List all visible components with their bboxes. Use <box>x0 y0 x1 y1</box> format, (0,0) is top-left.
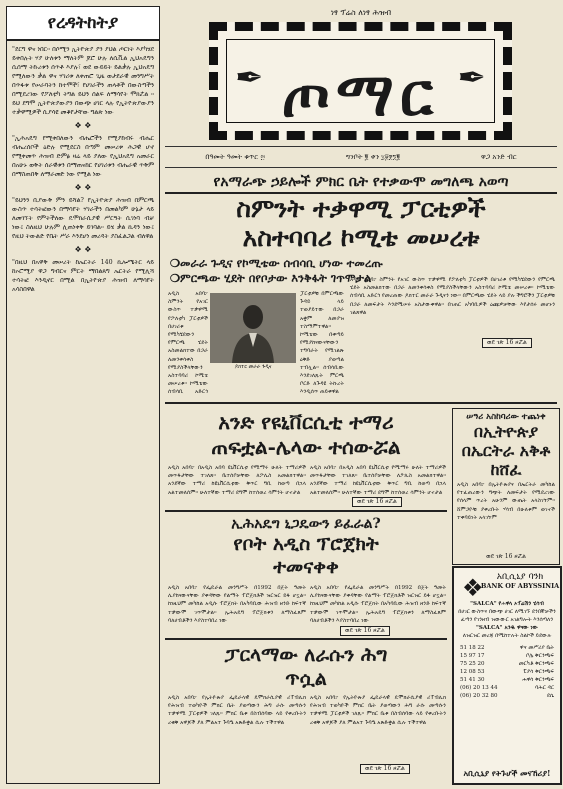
separator: ❖ ❖ <box>74 121 92 130</box>
ad-footer-slogan: አቢሲኒያ የትጉሆች መናኸሪያ! <box>463 768 551 778</box>
branch-name: ቦሌ ቅርንጫፍ <box>526 653 554 659</box>
lead-body-right: አዲስ አበባ፦ ስምንት የአገር ውስጥ ተቃዋሚ የፖለቲካ ፓርቲዎች በሀገሪቱ የሚካሄደውን የምርጫ ሂደት አስመልክተው በጋራ ለመንቀሳቀስ የሚያስችላቸውን አስተባባሪ ኮሚቴ መሠረቱ። ኮሚቴው ሰብሳቢ አድርጎ የመረጠው ዶክተር መራራ ጉዲናን ነው። በምርጫው ሂደት ላይ ያሉ ችግሮችን ፓርቲዎቹ በጋራ ለመፍታት እንደሚሠሩ አስታውቀዋል። በገጠር አካባቢዎች ዕጩዎቻቸው እየታሰሩ መሆኑን ገልጸዋል <box>350 277 555 316</box>
right-story-headline-line-1: በኢትዮጵያ <box>473 422 539 441</box>
right-story-box <box>452 408 560 565</box>
left-paragraph-1: "ደርግ ዋና ነበር። በሶሚን ኢትዮጵያ ያን ያህል ጦርነት እያካሄደ ይቀበሉት ሃያ ሁለቱን ማለትም ጆሮ ሁሉ ለሲቪል ኢህአዴግን ሲሰማ ትኩረቱን ሰጥቶ እያሉ፣ ወደ ውይይት ይልቃሉ ኢህአዴግ የሚለውን ቃል ዋና ሃገሪቱ ለቀጠሮ ጊዜ ወታደራዊ መንግሥት በጥፋቱ የሠራባትን ከተሞች፣ የሀገራችን ጠላቶች በውስጣችን በሚደረገው የፖለቲካ ትግል ይህን ሰልፍ ለማሳየት ሞክሯል ። ይህ ደግሞ ኢትዮጵያውያን በውጭ ሀገር ላሉ የኢትዮጵያውያን ተቃዋሚዎች ሲያሳዩ መቆየታቸው ግልጽ ነው <box>12 46 154 116</box>
phone-number: (06) 20 32 80 <box>460 693 498 699</box>
continued-label: ወደ ገጽ 16 ዞሯል <box>340 626 390 636</box>
branch-name: ዋና መሥሪያ ቤት <box>519 645 554 651</box>
left-column <box>6 6 160 784</box>
project-body-cont: አዲስ አበባ፦ የፌዴራል መንግሥት በ1992 በጀት ዓመት ሊያከናውናቸው ያቀዳቸው የልማት ፕሮጀክቶች ዝርዝር ይፋ ሆኗል። ከነዚህም መካከል አዲሱ ፕሮጀክት በአካባቢው ሕዝብ ዘንድ ከፍተኛ ተቃውሞ ገጥሞታል። ኢሕአዴግ ፕሮጀክቱን ለማስፈጸም ባለሀብቶችን እያስተባበረ ነው <box>310 585 446 622</box>
phone-row <box>454 668 560 676</box>
continued-label: ወደ ገጽ 16 ዞሯል <box>352 497 402 507</box>
phone-number: 51 41 30 <box>460 677 485 683</box>
masthead-slogan: ነፃ ፕሬስ ለነፃ ሕዝብ <box>330 8 392 17</box>
left-column-heading: የረዳትከትያ <box>7 7 159 41</box>
project-body: አዲስ አበባ፦ የፌዴራል መንግሥት በ1992 በጀት ዓመት ሊያከናውናቸው ያቀዳቸው የልማት ፕሮጀክቶች ዝርዝር ይፋ ሆኗል። ከነዚህም መካከል አዲሱ ፕሮጀክት በአካባቢው ሕዝብ ዘንድ ከፍተኛ ተቃውሞ ገጥሞታል። ኢሕአዴግ ፕሮጀክቱን ለማስፈጸም ባለሀብቶችን እያስተባበረ ነው <box>168 585 306 624</box>
university-body-cont: አዲስ አበባ፦ በአዲስ አበባ ዩኒቨርሲቲ የሚማሩ ሁለት ተማሪዎች መጥፋታቸው ተገለጸ። ቤተሰቦቻቸው ለፖሊስ አመልክተዋል። አንደኛው ተማሪ ከዩኒቨርሲቲው ቅጥር ግቢ ከወጣ በኋላ አልተመለሰም። ሁለተኛው ተማሪ ደግሞ ከተሰወረ ሳምንት ሆኖታል <box>310 465 446 494</box>
left-paragraph-2: "ኢሕአዴግ የሚቀበለውን ብሔሮችን የሚያከብሩ ብሔር ብሔረሰቦች ዕድሉ የሚደርስ በጣም መሠረቱ ሕጋዊ ሆኖ የሚቀመጥ ሕዝብ ድምፅ ዛሬ ላይ ያለው የኢህአዴግ አመራር በአሁኑ ወቅት ሰራዊቱን በማጠናከር የሀገሪቱን ብሔራዊ ጥቅም በማስጠበቅ ለማራመድ ነው የሚል ነው <box>12 135 154 178</box>
right-story-headline-line-3: ከሸፈ <box>490 460 522 479</box>
section-rule <box>165 402 557 404</box>
phone-number: 12 08 53 <box>460 669 485 675</box>
issue-price: ዋጋ አንድ ብር <box>480 152 517 161</box>
parliament-headline-line-2: ጥሷል <box>285 668 327 690</box>
masthead <box>165 6 557 170</box>
right-story-headline-line-2: በኤርትራ አቅቶ <box>461 441 551 460</box>
portrait-photo <box>210 293 296 363</box>
parliament-headline-line-1: ፓርላማው ለራሱን ሕግ <box>224 644 388 666</box>
quill-pen-icon: ✒ <box>457 58 486 98</box>
bank-name-amharic: አቢሲኒያ ባንክ <box>496 572 544 582</box>
separator: ❖ ❖ <box>74 183 92 192</box>
phone-row <box>454 652 560 660</box>
parliament-headline <box>165 643 447 691</box>
university-body: አዲስ አበባ፦ በአዲስ አበባ ዩኒቨርሲቲ የሚማሩ ሁለት ተማሪዎች መጥፋታቸው ተገለጸ። ቤተሰቦቻቸው ለፖሊስ አመልክተዋል። አንደኛው ተማሪ ከዩኒቨርሲቲው ቅጥር ግቢ ከወጣ በኋላ አልተመለሰም። ሁለተኛው ተማሪ ደግሞ ከተሰወረ ሳምንት ሆኖታል <box>168 465 306 496</box>
phone-number: 51 18 22 <box>460 645 485 651</box>
continued-label: ወደ ገጽ 16 ዞሯል <box>482 338 532 348</box>
lead-headline <box>165 194 557 252</box>
ad-text-2: ለዝርዝር መረጃ በሚከተሉት ስልኮች ይደውሉ <box>462 633 552 639</box>
newspaper-title: ጦማር <box>281 60 440 130</box>
issue-number: በዓመት ዓመት ቁጥር ፵ <box>205 152 266 161</box>
portrait-figure <box>230 299 276 363</box>
project-headline-line-2: ተመናቀቀ <box>273 556 339 578</box>
masthead-frame <box>209 22 512 140</box>
lead-subhead-1: ❍መራራ ጉዲና የኮሚቴው ሰብሳቢ ሆነው ተመረጡ <box>170 256 383 270</box>
lead-headline-line-2: አስተባባሪ ኮሚቴ መሠረቱ <box>242 223 480 252</box>
university-headline-line-1: አንድ የዩኒቨርሲቲ ተማሪ <box>218 410 394 434</box>
continued-label: ወደ ገጽ 16 ዞሯል <box>360 764 410 774</box>
ad-text-1: በሀገር ውስጥና በውጭ ሀገር ለሚገኙ ደንበኞቻችን ፈጣን የገንዘብ ዝውውር አገልግሎት እንሰጣለን <box>458 609 556 623</box>
lead-body-middle: ፓርቲዎቹ በምርጫው ጉዳይ ላይ ተወያይተው በጋራ አቋም ለመያዝ ተስማምተዋል። ኮሚቴው በቀጣይ የሚያከናውናቸውን ተግባራት የሚገልጽ ዕቅድ ያወጣል ተብሏል። ሰብሳቢው እንደገለጹት ምርጫ ቦርድ ለጉዳዩ ትኩረት እንዲሰጥ ጠይቀዋል <box>300 291 344 396</box>
university-headline-line-2: ጠፍቷል-ሌላው ተሰውሯል <box>211 435 401 459</box>
left-column-body <box>7 41 159 302</box>
lead-subhead-2: ❍ምርጫው ሂደት በየቦታው እንቅፋት ገጥሞታል <box>170 271 372 285</box>
separator: ❖ ❖ <box>74 245 92 254</box>
ad-product-2: "SALCA" አንዱ ዋናው ነው <box>476 625 538 631</box>
branch-name: ደሴ <box>546 693 554 699</box>
left-paragraph-3: "ይህንን ቢያውቅ ምን ይሻል? የኢትዮጵያ ሕዝብ በምርጫ ውስጥ ተሳትፎውን በማሳየት ሃገራችን በመልካም ሁኔታ ላይ ለመገኘት የምትችለው ዴሞክራሲያዊ ሥርዓት ሲገነባ ብቻ ነው፤ ስለዚህ ሁሉም ሊጠነቀቅ ይገባል። ይሄ ቃል ኪዳን ነው፤ የዚህ ትውልድ የቤት ሥራ እንደሆነ መረዳት ያስፈልጋል ብለዋል <box>12 197 154 240</box>
bank-advertisement <box>452 566 562 785</box>
branch-name: ፒያሳ ቅርንጫፍ <box>522 669 554 675</box>
phone-row <box>454 676 560 684</box>
bank-logo-icon: ❖ <box>462 574 484 602</box>
right-story-kicker: ሠዓሪ አስከባሪው ተጨነቀ <box>466 412 546 422</box>
continued-label: ወደ ገጽ 16 ዞሯል <box>486 553 526 560</box>
phone-number: 15 97 17 <box>460 653 485 659</box>
section-rule <box>165 638 447 640</box>
quill-pen-icon: ✒ <box>235 58 264 98</box>
lead-headline-line-1: ስምንት ተቃዋሚ ፓርቲዎች <box>236 194 486 223</box>
phone-number: (06) 20 13 44 <box>460 685 498 691</box>
project-headline-line-1: የቦት አዲስ ፕሮጀክት <box>233 533 379 555</box>
bank-name-english: BANK OF ABYSSINIA <box>480 582 560 590</box>
parliament-body: አዲስ አበባ፦ የኢትዮጵያ ፌዴራላዊ ዴሞክራሲያዊ ሪፐብሊክ የሕዝብ ተወካዮች ምክር ቤት ያወጣውን ሕግ ራሱ መጣሱን ተቃዋሚ ፓርቲዎች ገለጹ። ምክር ቤቱ በስብሰባው ላይ የቀረቡትን ረቂቅ አዋጆች ያለ ምልአተ ጉባዔ አጽድቋል ሲሉ ተችተዋል <box>168 695 306 726</box>
phone-row <box>454 660 560 668</box>
phone-number: 75 25 20 <box>460 661 485 667</box>
branch-name: ሐዋሳ ቅርንጫፍ <box>522 677 554 683</box>
section-rule <box>165 510 447 512</box>
branch-name: ባሕር ዳር <box>535 685 554 691</box>
phone-row <box>454 684 560 692</box>
lead-banner: የአማራጭ ኃይሎች ምክር ቤት የተቃውሞ መግለጫ አወጣ <box>165 172 557 194</box>
project-headline <box>165 515 447 579</box>
right-story-body: አዲስ አበባ፦ በኢትዮጵያና በኤርትራ መካከል የተፈጠረውን ግጭት ለመፍታት የሚደረገው የሰላም ጥረት አሁንም ውጤት አላስገኘም። ሸምጋዮቹ ያቀረቡት ሃሳብ በሁለቱም ወገኖች ተቀባይነት አላገኘም <box>457 482 555 521</box>
branch-name: መርካቶ ቅርንጫፍ <box>518 661 554 667</box>
masthead-inner-frame <box>226 39 495 130</box>
phone-row <box>454 644 560 652</box>
ad-product-1: "SALCA" የሐዋላ ኦፕሬሽን ሂሳብ <box>470 601 544 607</box>
project-kicker: ኢሕአዴግ ኒጋዴውን ይፈራል? <box>231 516 381 532</box>
issue-date: ግንቦት ፪ ቀን ፲፱፻፺፪ <box>345 152 401 161</box>
phone-row <box>454 692 560 700</box>
lead-body-left: አዲስ አበባ፦ ስምንት የአገር ውስጥ ተቃዋሚ የፖለቲካ ፓርቲዎች በሀገሪቱ የሚካሄደውን የምርጫ ሂደት አስመልክተው በጋራ ለመንቀሳቀስ የሚያስችላቸውን አስተባባሪ ኮሚቴ መሠረቱ። ኮሚቴው ሰብሳቢ አድርጎ <box>168 291 208 396</box>
left-paragraph-4: "በዚህ በአዋቅ መሠረት ከኤርትራ 140 ኪሎሜትር ላይ ከኦሮሚያ ዋጋ ግብርና ምርት ማበልጸግ ኤርትራ የሚሊሻ ተሳትፎ እንዲኖር በሚል በኢትዮጵያ ሕዝብ ለማሳየት አሳስበዋል <box>12 259 154 293</box>
masthead-info-bar <box>165 146 557 168</box>
parliament-body-cont: አዲስ አበባ፦ የኢትዮጵያ ፌዴራላዊ ዴሞክራሲያዊ ሪፐብሊክ የሕዝብ ተወካዮች ምክር ቤት ያወጣውን ሕግ ራሱ መጣሱን ተቃዋሚ ፓርቲዎች ገለጹ። ምክር ቤቱ በስብሰባው ላይ የቀረቡትን ረቂቅ አዋጆች ያለ ምልአተ ጉባዔ አጽድቋል ሲሉ ተችተዋል <box>310 695 446 726</box>
photo-caption: ዶክተር መራራ ጉዲና <box>234 364 272 370</box>
right-story-headline <box>453 422 559 479</box>
university-headline <box>165 410 447 460</box>
